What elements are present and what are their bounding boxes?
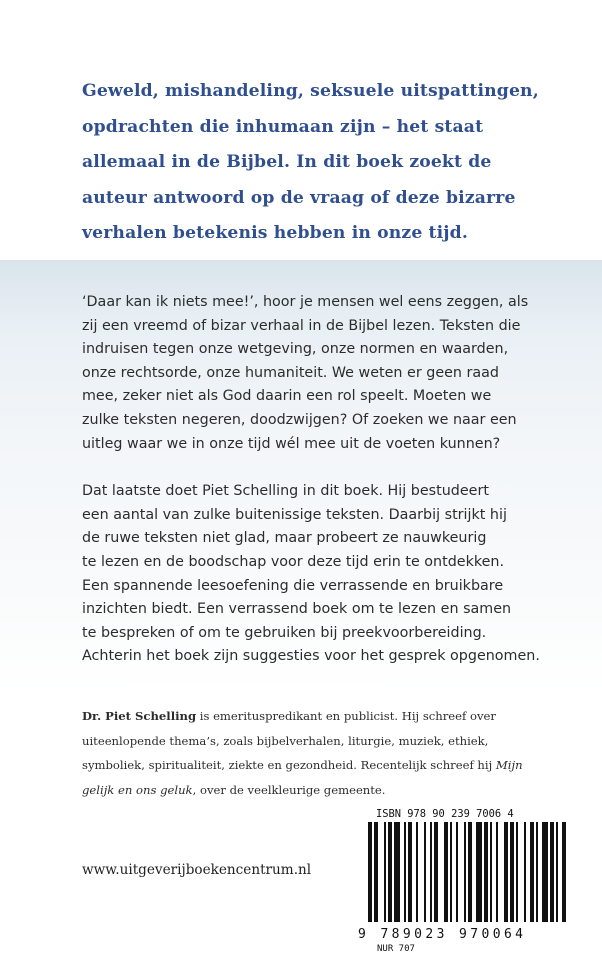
barcode-bar <box>504 822 508 922</box>
body-line: een aantal van zulke buitenissige teksten. Daarbij strijkt hij <box>82 506 507 523</box>
body-line: de ruwe teksten niet glad, maar probeert ze nauwkeurig <box>82 530 487 547</box>
body-line: indruisen tegen onze wetgeving, onze normen en waarden, <box>82 341 509 358</box>
barcode-bar <box>456 822 458 922</box>
barcode-bar <box>424 822 426 922</box>
barcode-bar <box>404 822 406 922</box>
bio-text: , over de veelkleurige gemeente. <box>192 782 386 797</box>
body-line: onze rechtsorde, onze humaniteit. We weten er geen raad <box>82 364 499 381</box>
barcode-bar <box>416 822 418 922</box>
barcode-bar <box>536 822 538 922</box>
body-line: Dat laatste doet Piet Schelling in dit boek. Hij bestudeert <box>82 483 489 500</box>
body-line: te lezen en de boodschap voor deze tijd erin te ontdekken. <box>82 553 505 570</box>
bio-line <box>82 753 542 778</box>
blurb-body <box>82 291 562 693</box>
book-title-part: Mijn <box>495 758 523 773</box>
barcode-bar <box>510 822 514 922</box>
barcode-bar <box>394 822 400 922</box>
bio-text: symboliek, spiritualiteit, ziekte en gezondheid. Recentelijk schreef hij <box>82 758 496 773</box>
barcode-bar <box>490 822 492 922</box>
barcode-bar <box>524 822 526 922</box>
body-line: zij een vreemd of bizar verhaal in de Bijbel lezen. Teksten die <box>82 317 521 334</box>
bio-text: is emerituspredikant en publicist. Hij schreef over <box>196 709 496 723</box>
blurb-headline <box>82 74 542 252</box>
barcode-bar <box>550 822 554 922</box>
barcode-bar <box>530 822 534 922</box>
barcode-bar <box>496 822 498 922</box>
barcode-bar <box>444 822 448 922</box>
headline-line: allemaal in de Bijbel. In dit boek zoekt de <box>82 152 492 173</box>
body-line: ‘Daar kan ik niets mee!’, hoor je mensen wel eens zeggen, als <box>82 294 529 310</box>
bio-line <box>82 778 542 803</box>
book-title-part: gelijk en ons geluk <box>82 782 193 797</box>
body-line: Achterin het boek zijn suggesties voor het gesprek opgenomen. <box>82 648 540 665</box>
body-line: uitleg waar we in onze tijd wél mee uit de voeten kunnen? <box>82 435 501 452</box>
author-bio <box>82 704 542 802</box>
barcode-bar <box>464 822 466 922</box>
barcode-bar <box>384 822 386 922</box>
publisher-website: www.uitgeverijboekencentrum.nl <box>82 862 312 878</box>
isbn-barcode <box>358 822 590 946</box>
body-paragraph-2 <box>82 480 562 669</box>
body-line: inzichten biedt. Een verrassend boek om te lezen en samen <box>82 601 512 618</box>
headline-line: auteur antwoord op de vraag of deze bizarre <box>82 187 516 208</box>
body-line: te bespreken of om te gebruiken bij preekvoorbereiding. <box>82 624 487 641</box>
headline-line: Geweld, mishandeling, seksuele uitspattingen, <box>82 81 539 101</box>
nur-code: NUR 707 <box>377 944 415 954</box>
barcode-bar <box>368 822 372 922</box>
barcode-bar <box>388 822 392 922</box>
body-line: zulke teksten negeren, doodzwijgen? Of zoeken we naar een <box>82 411 517 428</box>
barcode-bar <box>374 822 378 922</box>
barcode-bar <box>542 822 548 922</box>
barcode-bar <box>450 822 452 922</box>
barcode-bar <box>562 822 566 922</box>
barcode-digits: 9 789023 970064 <box>358 927 527 942</box>
body-paragraph-1 <box>82 291 562 456</box>
isbn-label: ISBN 978 90 239 7006 4 <box>376 808 514 820</box>
author-name: Dr. Piet Schelling <box>82 709 197 723</box>
barcode-bar <box>516 822 518 922</box>
body-line: Een spannende leesoefening die verrassende en bruikbare <box>82 577 504 594</box>
bio-line: uiteenlopende thema’s, zoals bijbelverhalen, liturgie, muziek, ethiek, <box>82 733 489 748</box>
headline-line: verhalen betekenis hebben in onze tijd. <box>82 223 468 244</box>
headline-line: opdrachten die inhumaan zijn – het staat <box>82 116 484 137</box>
barcode-bar <box>430 822 432 922</box>
barcode-bar <box>476 822 482 922</box>
barcode-bar <box>468 822 472 922</box>
body-line: mee, zeker niet als God daarin een rol speelt. Moeten we <box>82 388 492 405</box>
barcode-bar <box>434 822 438 922</box>
barcode-bar <box>484 822 488 922</box>
bio-line <box>82 704 542 729</box>
barcode-bar <box>408 822 412 922</box>
barcode-bar <box>556 822 558 922</box>
